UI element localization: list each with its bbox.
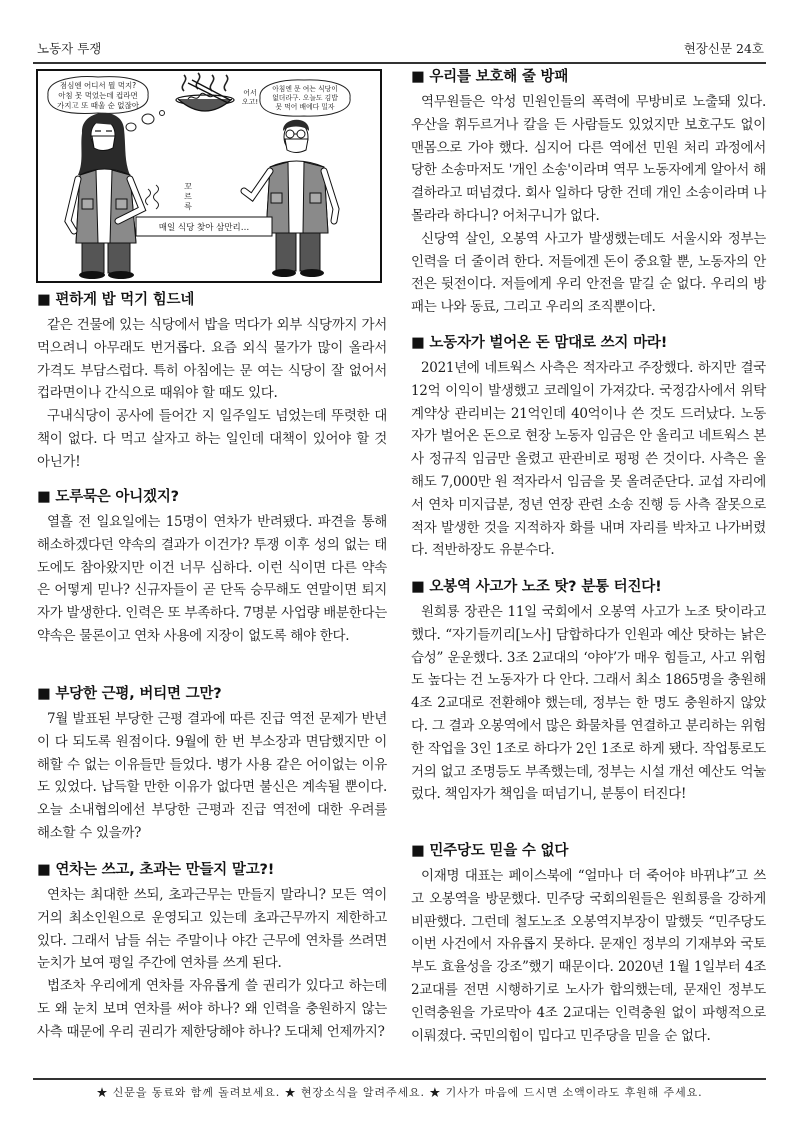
footer-notice: ★ 신문을 동료와 함께 돌려보세요. ★ 현장소식을 알려주세요. ★ 기사가 마음에 드시면 소액이라도 후원해 주세요. (96, 1086, 703, 1099)
sound-char-3: 륵 (184, 202, 192, 211)
right-worker-figure (244, 120, 336, 277)
article-paragraph: 2021년에 네트웍스 사측은 적자라고 주장했다. 하지만 결국 12억 이익이 발생했고 코레일이 가져갔다. 국정감사에서 위탁계약상 관리비는 21억인데 40억이나 쓴 것도 드러났다. 노동자가 벌어온 돈으로 현장 노동자 임금은 안 올리고 네트웍스 본사 정규직 임금만 올렸고 판관비로 펑펑 쓴 것이다. 사측은 올해도 7,000만 원 적자라서 임금을 못 올려준단다. 교섭 자리에서 연차 미지급분, 정년 연장 관련 소송 진행 등 사측 잘못으로 적자 발생한 것을 지적하자 화를 내며 자리를 박차고 나가버렸다. 적반하장도 유분수다. (411, 359, 766, 559)
article-heading: ■ 부당한 근평, 버티면 그만? (37, 686, 222, 702)
article-heading: ■ 도루묵은 아니겠지? (37, 489, 179, 505)
mid-exclamation (242, 88, 258, 106)
left-speech-bubble (48, 77, 148, 114)
right-speech-bubble (260, 80, 350, 116)
article-paragraph: 같은 건물에 있는 식당에서 밥을 먹다가 외부 식당까지 가서 먹으려니 아무래도 번거롭다. 요즘 외식 물가가 많이 올라서 가격도 부담스럽다. 특히 아침에는 문 여는 식당이 잘 없어서 컵라면이나 간식으로 때워야 할 때도 있다. (37, 316, 387, 402)
article-heading: ■ 오봉역 사고가 노조 탓? 분통 터진다! (411, 579, 662, 595)
caption-text: 매일 식당 찾아 삼만리… (158, 223, 250, 233)
article-paragraph: 신당역 살인, 오봉역 사고가 발생했는데도 서울시와 정부는 인력을 더 줄이려 한다. 저들에겐 돈이 중요할 뿐, 노동자의 안전은 뒷전이다. 저들에게 우리 안전을 맡길 순 없다. 우리의 방패는 나와 동료, 그리고 우리의 조직뿐이다. (411, 230, 766, 316)
article-shield (411, 66, 766, 319)
article-meal (37, 289, 387, 474)
growl-lines (146, 185, 159, 209)
article-paragraph: 원희룡 장관은 11일 국회에서 오봉역 사고가 노조 탓이라고 했다. “자기들끼리[노사] 담합하다가 인원과 예산 탓하는 낡은 습성” 운운했다. 3조 2교대의 ‘야야’가 매우 힘들고, 사고 위험도 높다는 건 노동자가 다 안다. 그래서 최소 1865명을 충원해 4조 2교대로 전환해야 했는데, 정부는 한 명도 충원하지 않았다. 그 결과 오봉역에서 많은 화물차를 연결하고 분리하는 위험한 작업을 3인 1조로 하다가 2인 1조로 하게 됐다. 작업통로도 거의 없고 조명등도 부족했는데, 정부는 시설 개선 예산도 억눌렀다. 책임자가 책임을 떠넘기니, 분통이 터진다! (411, 603, 766, 803)
article-heading: ■ 노동자가 벌어온 돈 맘대로 쓰지 마라! (411, 335, 668, 351)
article-heading: ■ 우리를 보호해 줄 방패 (411, 69, 569, 85)
sound-char-1: 꼬 (184, 182, 192, 191)
article-paragraph: 7월 발표된 부당한 근평 결과에 따른 진급 역전 문제가 반년이 다 되도록 원점이다. 9월에 한 번 부소장과 면담했지만 이해할 수 없는 이유들만 들었다. 병가 사용 같은 어이없는 이유도 있었다. 납득할 만한 이유가 없다면 불신은 계속될 뿐이다. 오늘 소내협의에선 부당한 근평과 진급 역전에 대한 우려를 해소할 수 있을까? (37, 710, 387, 841)
cartoon-caption (136, 217, 272, 236)
mid-line-1: 어서 (243, 89, 257, 97)
article-obong-accident (411, 576, 766, 806)
left-bubble-line-3: 가지고 또 때울 순 없잖아 (57, 101, 139, 110)
article-heading: ■ 연차는 쓰고, 초과는 만들지 말고?! (37, 862, 275, 878)
article-leave-denied (37, 486, 387, 648)
article-paragraph: 연차는 최대한 쓰되, 초과근무는 만들지 말라니? 모든 역이 거의 최소인원으로 운영되고 있는데 초과근무까지 제한하고 있다. 그래서 남들 쉬는 주말이나 야간 근무에 연차를 쓰려면 눈치가 보여 평일 주간에 연차를 쓰게 된다. (37, 886, 387, 972)
noodle-bowl-icon (176, 73, 234, 111)
mid-line-2: 오고! (241, 98, 259, 106)
article-paragraph: 법조차 우리에게 연차를 자유롭게 쓸 권리가 있다고 하는데도 왜 눈치 보며 연차를 써야 하나? 왜 인력을 충원하지 않는 사측 때문에 우리 권리가 제한당해야 하나? 도대체 언제까지? (37, 978, 387, 1040)
right-bubble-line-3: 못 먹어 배에다 밀자 (275, 103, 335, 111)
section-title: 노동자 투쟁 (37, 41, 102, 56)
cartoon-illustration (36, 69, 382, 283)
article-paragraph: 이재명 대표는 페이스북에 “얼마나 더 죽어야 바뀌냐”고 쓰고 오봉역을 방문했다. 민주당 국회의원들은 원희룡을 강하게 비판했다. 그런데 철도노조 오봉역지부장이 말했듯 “민주당도 이번 사건에서 자유롭지 못하다. 문재인 정부의 기재부와 국토부도 효율성을 강조”했기 때문이다. 2020년 1월 1일부터 4조 2교대를 전면 시행하기로 노사가 합의했는데, 문재인 정부도 인력충원을 가로막아 4조 2교대는 인력충원 없이 파행적으로 이뤄졌다. 국민의힘이 밉다고 민주당을 믿을 순 없다. (411, 867, 766, 1044)
article-democratic-party (411, 840, 766, 1047)
growl-sound (184, 182, 192, 211)
article-money (411, 332, 766, 562)
left-bubble-line-2: 아침 못 먹었는데 컵라면 (58, 91, 138, 100)
article-heading: ■ 편하게 밥 먹기 힘드네 (37, 292, 195, 308)
article-overtime (37, 859, 387, 1044)
article-paragraph: 열흘 전 일요일에는 15명이 연차가 반려됐다. 파견을 통해 해소하겠다던 약속의 결과가 이건가? 투쟁 이후 성의 없는 태도에도 참아왔지만 이건 너무 심하다. 이런 식이면 다른 약속은 어떻게 믿나? 신규자들이 곧 단독 승무해도 연말이면 퇴지자가 발생한다. 인력은 또 부족하다. 7명분 사업량 배분한다는 약속은 물론이고 연차 사용에 지장이 없도록 해야 한다. (37, 513, 387, 644)
left-bubble-line-1: 점심엔 어디서 뭘 먹지? (59, 81, 137, 90)
cartoon-drawing (38, 71, 380, 281)
article-paragraph: 구내식당이 공사에 들어간 지 일주일도 넘었는데 뚜렷한 대책이 없다. 다 먹고 살자고 하는 일인데 대책이 있어야 할 것 아닌가! (37, 408, 387, 470)
thought-puffs (126, 111, 165, 132)
right-bubble-line-1: 아침엔 문 여는 식당이 (272, 85, 338, 93)
header-divider (33, 62, 766, 64)
article-paragraph: 역무원들은 악성 민원인들의 폭력에 무방비로 노출돼 있다. 우산을 휘두르거나 칼을 든 사람들도 있었지만 보호구도 없이 맨몸으로 가야 했다. 심지어 다른 역에선 민원 처리 과정에서 당한 소송마저도 '개인 소송'이라며 역무 노동자에게 알아서 해결하라고 떠넘겼다. 회사 일하다 당한 건데 개인 소송이라며 나 몰라라 하다니? 어처구니가 없다. (411, 93, 766, 224)
sound-char-2: 르 (184, 192, 192, 201)
article-heading: ■ 민주당도 믿을 수 없다 (411, 843, 569, 859)
left-worker-figure (68, 113, 142, 279)
article-evaluation (37, 683, 387, 845)
footer-divider (33, 1078, 766, 1080)
issue-number: 현장신문 24호 (683, 41, 764, 56)
right-bubble-line-2: 없더라구. 오늘도 김밥 (272, 94, 338, 102)
